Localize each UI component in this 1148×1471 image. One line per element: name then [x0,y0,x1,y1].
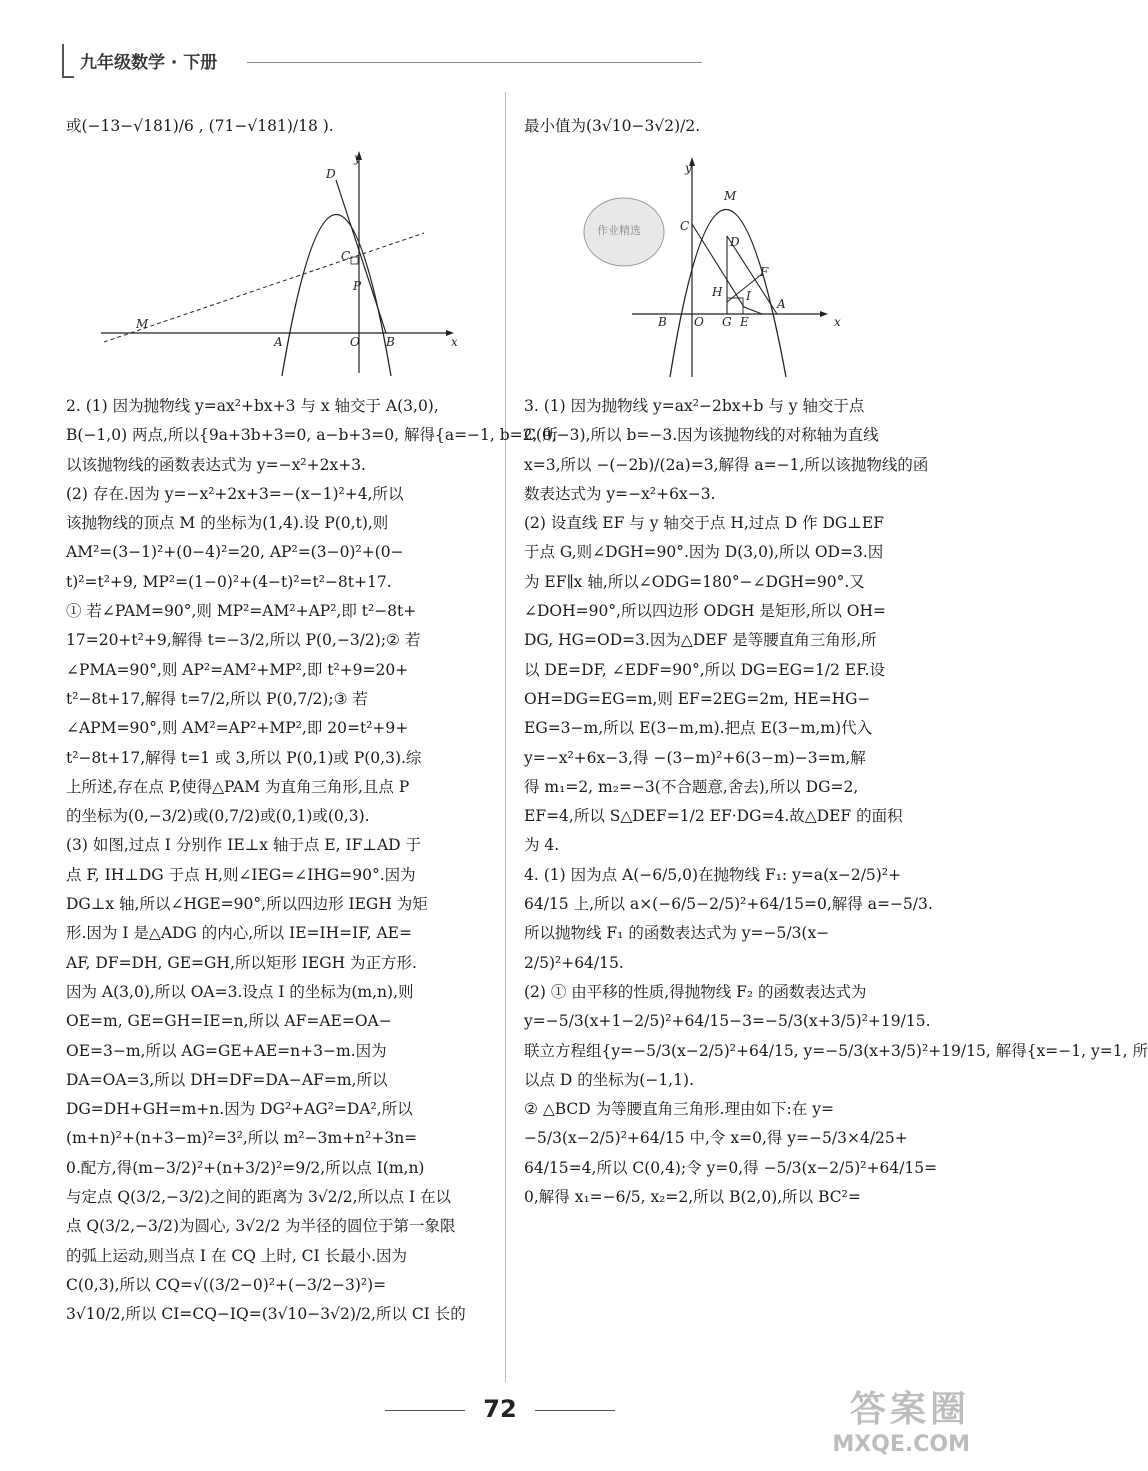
text-line: 得 m₁=2, m₂=−3(不合题意,舍去),所以 DG=2, [524,777,859,796]
text-line: 0.配方,得(m−3/2)²+(n+3/2)²=9/2,所以点 I(m,n) [66,1158,425,1177]
watermark-line1: 答案圈 [849,1389,970,1430]
text-line: 2. (1) 因为抛物线 y=ax²+bx+3 与 x 轴交于 A(3,0), [66,397,439,415]
header-bracket [62,44,74,78]
text-line: 联立方程组{y=−5/3(x−2/5)²+64/15, y=−5/3(x+3/5)²+19/15, 解得{x=−1, y=1, 所 [524,1041,1148,1060]
text-line: 2/5)²+64/15. [524,953,624,972]
text-line: 64/15 上,所以 a×(−6/5−2/5)²+64/15=0,解得 a=−5/3. [524,895,933,914]
label-a: A [777,297,786,311]
text-line: x=3,所以 −(−2b)/(2a)=3,解得 a=−1,所以该抛物线的函 [524,455,929,474]
text-line: 3√10/2,所以 CI=CQ−IQ=(3√10−3√2)/2,所以 CI 长的 [66,1305,466,1324]
text-line: 以该抛物线的函数表达式为 y=−x²+2x+3. [66,455,366,474]
label-i: I [746,289,751,303]
text-line: (2) ① 由平移的性质,得抛物线 F₂ 的函数表达式为 [524,982,867,1001]
page-number-rule-right [535,1410,615,1411]
stamp [584,198,664,266]
page-number-text: 72 [483,1395,517,1423]
text-line: 点 Q(3/2,−3/2)为圆心, 3√2/2 为半径的圆位于第一象限 [66,1217,456,1236]
text-line: t²−8t+17,解得 t=7/2,所以 P(0,7/2);③ 若 [66,689,368,708]
label-h: H [712,285,723,299]
label-c: C [341,249,351,263]
label-b: B [386,335,395,349]
text-line: (3) 如图,过点 I 分别作 IE⊥x 轴于点 E, IF⊥AD 于 [66,836,421,855]
text-line: 数表达式为 y=−x²+6x−3. [524,484,716,503]
text-line: ∠PMA=90°,则 AP²=AM²+MP²,即 t²+9=20+ [66,660,409,679]
right-column-top [524,112,949,141]
text-line: 与定点 Q(3/2,−3/2)之间的距离为 3√2/2,所以点 I 在以 [66,1188,452,1207]
right-column-body [524,392,1148,1212]
text-line: −5/3(x−2/5)²+64/15 中,令 x=0,得 y=−5/3×4/25+ [524,1129,908,1148]
label-x: x [451,335,458,349]
watermark-line2: MXQE.COM [832,1432,970,1457]
text-line: OE=m, GE=GH=IE=n,所以 AF=AE=OA− [66,1012,392,1031]
text-line: OE=3−m,所以 AG=GE+AE=n+3−m.因为 [66,1041,387,1060]
text-line: 为 EF∥x 轴,所以∠ODG=180°−∠DGH=90°.又 [524,572,865,591]
text-line: 所以抛物线 F₁ 的函数表达式为 y=−5/3(x− [524,924,830,943]
label-e: E [740,315,749,329]
left-parabola-figure [96,148,466,383]
text-line: 3. (1) 因为抛物线 y=ax²−2bx+b 与 y 轴交于点 [524,397,865,415]
label-y: y [354,151,361,165]
text-line: ① 若∠PAM=90°,则 MP²=AM²+AP²,即 t²−8t+ [66,602,417,621]
text-line: y=−5/3(x+1−2/5)²+64/15−3=−5/3(x+3/5)²+19/15. [524,1012,931,1031]
text-line: 该抛物线的顶点 M 的坐标为(1,4).设 P(0,t),则 [66,514,389,533]
x-axis-arrow [820,311,828,317]
text-line: ∠DOH=90°,所以四边形 ODGH 是矩形,所以 OH= [524,602,886,621]
page-number-rule-left [385,1410,465,1411]
label-m: M [724,189,737,203]
site-watermark [832,1381,970,1457]
label-m: M [136,317,149,331]
text-line: 17=20+t²+9,解得 t=−3/2,所以 P(0,−3/2);② 若 [66,631,421,650]
text-line: t²−8t+17,解得 t=1 或 3,所以 P(0,1)或 P(0,3).综 [66,748,422,767]
label-d: D [730,235,740,249]
text-line: 形.因为 I 是△ADG 的内心,所以 IE=IH=IF, AE= [66,924,412,943]
text-line: 为 4. [524,836,560,855]
text-line: 或(−13−√181)/6 , (71−√181)/18 ). [66,117,334,135]
label-y: y [685,161,692,175]
text-line: 64/15=4,所以 C(0,4);令 y=0,得 −5/3(x−2/5)²+64/15= [524,1158,938,1177]
label-c: C [680,219,690,233]
label-o: O [350,335,360,349]
text-line: 因为 A(3,0),所以 OA=3.设点 I 的坐标为(m,n),则 [66,982,414,1001]
text-line: 以 DE=DF, ∠EDF=90°,所以 DG=EG=1/2 EF.设 [524,660,886,679]
dashed-line-mc [104,233,424,342]
text-line: 的弧上运动,则当点 I 在 CQ 上时, CI 长最小.因为 [66,1246,408,1265]
text-line: (2) 设直线 EF 与 y 轴交于点 H,过点 D 作 DG⊥EF [524,514,884,533]
text-line: DG, HG=OD=3.因为△DEF 是等腰直角三角形,所 [524,631,877,650]
stamp-text: 作业精选 [597,224,641,237]
label-o: O [694,315,704,329]
right-parabola-figure [572,152,842,387]
text-line: y=−x²+6x−3,得 −(3−m)²+6(3−m)−3=m,解 [524,748,866,767]
label-a: A [274,335,283,349]
left-column-top [66,112,491,141]
text-line: 的坐标为(0,−3/2)或(0,7/2)或(0,1)或(0,3). [66,807,370,826]
text-line: (2) 存在.因为 y=−x²+2x+3=−(x−1)²+4,所以 [66,484,404,503]
text-line: 4. (1) 因为点 A(−6/5,0)在抛物线 F₁: y=a(x−2/5)²+ [524,865,902,884]
parabola [282,215,391,377]
text-line: AM²=(3−1)²+(0−4)²=20, AP²=(3−0)²+(0− [66,543,404,562]
text-line: DG=DH+GH=m+n.因为 DG²+AG²=DA²,所以 [66,1100,413,1119]
text-line: ∠APM=90°,则 AM²=AP²+MP²,即 20=t²+9+ [66,719,409,738]
right-angle-mark [351,257,358,264]
text-line: 上所述,存在点 P,使得△PAM 为直角三角形,且点 P [66,777,410,796]
label-b: B [658,315,667,329]
text-line: DG⊥x 轴,所以∠HGE=90°,所以四边形 IEGH 为矩 [66,895,428,914]
label-p: P [353,279,362,293]
header-title: 九年级数学 · 下册 [80,53,218,73]
label-g: G [722,315,732,329]
column-divider [505,92,506,1382]
text-line: 以点 D 的坐标为(−1,1). [524,1070,694,1089]
text-line: EG=3−m,所以 E(3−m,m).把点 E(3−m,m)代入 [524,719,873,738]
label-x: x [834,315,841,329]
text-line: DA=OA=3,所以 DH=DF=DA−AF=m,所以 [66,1070,388,1089]
label-d: D [326,167,336,181]
text-line: AF, DF=DH, GE=GH,所以矩形 IEGH 为正方形. [66,953,417,972]
text-line: EF=4,所以 S△DEF=1/2 EF·DG=4.故△DEF 的面积 [524,807,903,826]
text-line: C(0,−3),所以 b=−3.因为该抛物线的对称轴为直线 [524,426,879,445]
parabola [670,210,786,378]
text-line: 0,解得 x₁=−6/5, x₂=2,所以 B(2,0),所以 BC²= [524,1188,861,1207]
text-line: (m+n)²+(n+3−m)²=3²,所以 m²−3m+n²+3n= [66,1129,418,1148]
text-line: 最小值为(3√10−3√2)/2. [524,117,701,135]
text-line: OH=DG=EG=m,则 EF=2EG=2m, HE=HG− [524,689,871,708]
text-line: C(0,3),所以 CQ=√((3/2−0)²+(−3/2−3)²)= [66,1275,387,1294]
text-line: 点 F, IH⊥DG 于点 H,则∠IEG=∠IHG=90°.因为 [66,865,416,884]
text-line: 于点 G,则∠DGH=90°.因为 D(3,0),所以 OD=3.因 [524,543,884,562]
text-line: ② △BCD 为等腰直角三角形.理由如下:在 y= [524,1100,834,1119]
header-rule [247,62,702,63]
label-f: F [760,265,769,279]
text-line: B(−1,0) 两点,所以{9a+3b+3=0, a−b+3=0, 解得{a=−1, b=2, 所 [66,426,558,445]
text-line: t)²=t²+9, MP²=(1−0)²+(4−t)²=t²−8t+17. [66,572,392,591]
